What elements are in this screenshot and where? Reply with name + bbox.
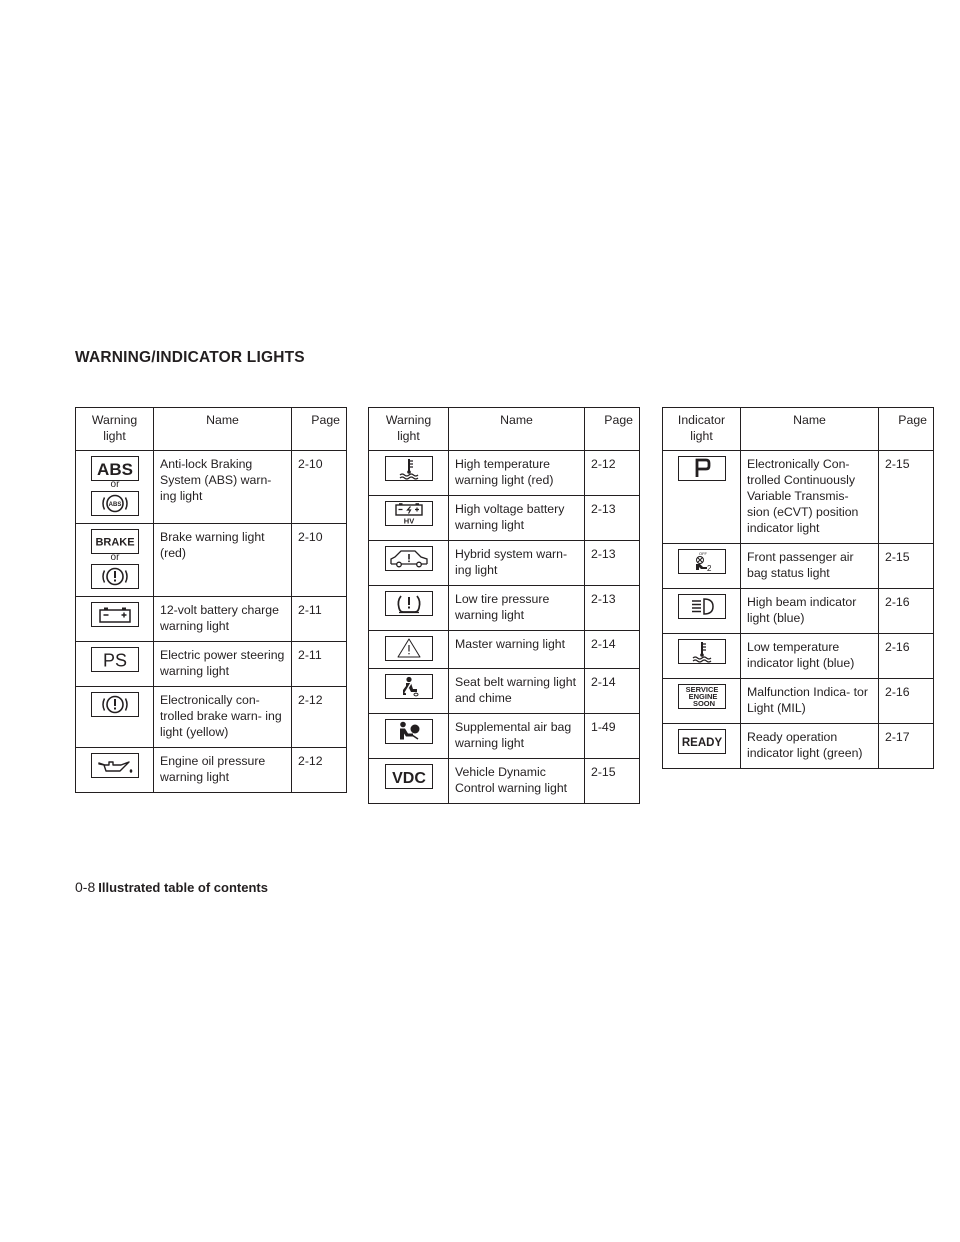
- engine-text: ENGINE: [688, 692, 718, 701]
- page-ref: 2-16: [879, 589, 934, 634]
- warning-lights-table-1: [75, 407, 347, 793]
- page-ref: 2-17: [879, 724, 934, 769]
- light-name: Hybrid system warn- ing light: [449, 541, 585, 586]
- icon-cell: [663, 724, 741, 769]
- icon-cell: [369, 496, 449, 541]
- table-row: [369, 669, 640, 714]
- table-row: [369, 714, 640, 759]
- light-name: Electronically con- trolled brake warn- ing light (yellow): [154, 687, 292, 748]
- table-row: [663, 589, 934, 634]
- icon-cell: [663, 634, 741, 679]
- brake-text-icon: [91, 529, 139, 554]
- tire-pressure-icon: [385, 591, 433, 616]
- ps-icon-text: PS: [102, 650, 128, 671]
- master-warning-icon: [385, 636, 433, 661]
- icon-cell: [369, 631, 449, 669]
- battery-icon: [91, 602, 139, 627]
- light-name: Master warning light: [449, 631, 585, 669]
- coolant-temp-icon: [385, 456, 433, 481]
- light-name: Brake warning light (red): [154, 524, 292, 597]
- table-row: [369, 586, 640, 631]
- light-name: Engine oil pressure warning light: [154, 748, 292, 793]
- hv-battery-icon: [385, 501, 433, 526]
- table-row: [76, 642, 347, 687]
- icon-cell: [369, 759, 449, 804]
- light-name: 12-volt battery charge warning light: [154, 597, 292, 642]
- page-ref: 2-10: [292, 451, 347, 524]
- abs-circle-icon-text: ABS: [108, 502, 122, 508]
- table-row: [663, 634, 934, 679]
- page-ref: 2-13: [585, 496, 640, 541]
- abs-icon-text: ABS: [97, 460, 133, 479]
- table-row: [76, 748, 347, 793]
- table-row: [76, 597, 347, 642]
- header-page: Page: [292, 408, 347, 451]
- light-name: Ready operation indicator light (green): [741, 724, 879, 769]
- page-footer: [75, 879, 268, 895]
- page-ref: 2-15: [585, 759, 640, 804]
- icon-cell: [76, 597, 154, 642]
- service-text: SERVICE: [685, 685, 719, 694]
- light-name: Vehicle Dynamic Control warning light: [449, 759, 585, 804]
- table-row: [663, 679, 934, 724]
- page-ref: 2-11: [292, 642, 347, 687]
- table-row: [663, 451, 934, 544]
- light-name: Electronically Con- trolled Continuously Variable Transmis- sion (eCVT) position indicator light: [741, 451, 879, 544]
- icon-cell: [76, 451, 154, 524]
- table-row: [369, 451, 640, 496]
- brake-circle-icon: [91, 692, 139, 717]
- icon-cell: [663, 589, 741, 634]
- page-ref: 2-16: [879, 634, 934, 679]
- hybrid-car-icon: [385, 546, 433, 571]
- icon-cell: [76, 687, 154, 748]
- svg-text:OFF: OFF: [699, 551, 707, 556]
- table-header-row: [76, 408, 347, 451]
- or-label: or: [110, 479, 120, 490]
- table-header-row: [369, 408, 640, 451]
- indicator-lights-table: [662, 407, 934, 769]
- light-name: High temperature warning light (red): [449, 451, 585, 496]
- abs-circle-icon: [91, 491, 139, 516]
- hv-icon-text: HV: [403, 516, 415, 526]
- brake-icon-text: BRAKE: [95, 536, 135, 549]
- park-p-icon: [678, 456, 726, 481]
- passenger-airbag-off-icon: [678, 549, 726, 574]
- table-row: [76, 451, 347, 524]
- table-row: [369, 496, 640, 541]
- header-page: Page: [585, 408, 640, 451]
- footer-title: Illustrated table of contents: [98, 880, 268, 895]
- page-ref: 2-10: [292, 524, 347, 597]
- high-beam-icon: [678, 594, 726, 619]
- section-title: WARNING/INDICATOR LIGHTS: [75, 349, 305, 366]
- icon-cell: [369, 541, 449, 586]
- vdc-icon: [385, 764, 433, 789]
- icon-cell: [369, 451, 449, 496]
- airbag-icon: [385, 719, 433, 744]
- brake-circle-icon: [91, 564, 139, 589]
- icon-cell: [76, 748, 154, 793]
- table-row: [369, 631, 640, 669]
- light-name: Anti-lock Braking System (ABS) warn- ing light: [154, 451, 292, 524]
- table-row: [663, 544, 934, 589]
- page-ref: 2-14: [585, 669, 640, 714]
- header-name: Name: [741, 408, 879, 451]
- icon-cell: [369, 586, 449, 631]
- or-label: or: [110, 552, 120, 563]
- page-ref: 2-12: [292, 687, 347, 748]
- light-name: Malfunction Indica- tor Light (MIL): [741, 679, 879, 724]
- light-name: Low tire pressure warning light: [449, 586, 585, 631]
- page-ref: 2-12: [585, 451, 640, 496]
- header-indicator-light: Indicator light: [663, 408, 741, 451]
- page-number: 0-8: [75, 879, 96, 895]
- ready-icon-text: READY: [681, 737, 723, 749]
- abs-icon: [91, 456, 139, 481]
- header-warning-light: Warning light: [369, 408, 449, 451]
- light-name: Supplemental air bag warning light: [449, 714, 585, 759]
- table-row: [663, 724, 934, 769]
- icon-cell: [663, 544, 741, 589]
- icon-cell: [369, 714, 449, 759]
- page-ref: 2-13: [585, 541, 640, 586]
- page-ref: 2-12: [292, 748, 347, 793]
- low-temp-icon: [678, 639, 726, 664]
- table-row: [76, 687, 347, 748]
- light-name: Low temperature indicator light (blue): [741, 634, 879, 679]
- soon-text: SOON: [692, 699, 716, 708]
- svg-text:2: 2: [707, 564, 712, 573]
- icon-cell: [663, 679, 741, 724]
- power-steering-icon: [91, 647, 139, 672]
- page-ref: 2-16: [879, 679, 934, 724]
- light-name: Front passenger air bag status light: [741, 544, 879, 589]
- light-name: High voltage battery warning light: [449, 496, 585, 541]
- table-row: [369, 541, 640, 586]
- icon-cell: [369, 669, 449, 714]
- light-name: Seat belt warning light and chime: [449, 669, 585, 714]
- ready-icon: [678, 729, 726, 754]
- light-name: High beam indicator light (blue): [741, 589, 879, 634]
- oil-can-icon: [91, 753, 139, 778]
- page-ref: 2-15: [879, 451, 934, 544]
- vdc-icon-text: VDC: [392, 770, 426, 787]
- page-ref: 2-15: [879, 544, 934, 589]
- table-row: [369, 759, 640, 804]
- icon-cell: [663, 451, 741, 544]
- warning-lights-table-2: [368, 407, 640, 804]
- table-row: [76, 524, 347, 597]
- header-name: Name: [449, 408, 585, 451]
- seat-belt-icon: [385, 674, 433, 699]
- header-warning-light: Warning light: [76, 408, 154, 451]
- service-engine-soon-icon: [678, 684, 726, 709]
- header-page: Page: [879, 408, 934, 451]
- icon-cell: [76, 642, 154, 687]
- page-ref: 2-14: [585, 631, 640, 669]
- table-header-row: [663, 408, 934, 451]
- light-name: Electric power steering warning light: [154, 642, 292, 687]
- header-name: Name: [154, 408, 292, 451]
- page-ref: 2-11: [292, 597, 347, 642]
- page-ref: 2-13: [585, 586, 640, 631]
- icon-cell: [76, 524, 154, 597]
- page-ref: 1-49: [585, 714, 640, 759]
